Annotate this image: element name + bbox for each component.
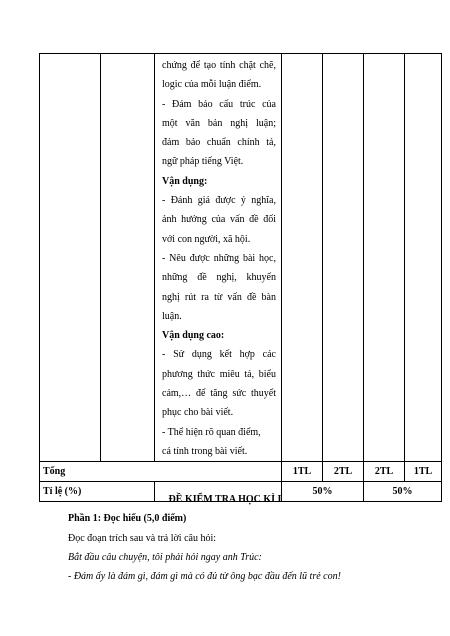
total-value: 1TL bbox=[405, 462, 442, 482]
table-cell-empty bbox=[101, 54, 155, 462]
ratio-label: Tỉ lệ (%) bbox=[40, 482, 155, 502]
instruction-text: Đọc đoạn trích sau và trả lời câu hỏi: bbox=[68, 533, 217, 544]
requirement-line: - Nêu được những bài học, bbox=[162, 252, 276, 264]
requirement-line: luận. bbox=[162, 310, 182, 322]
requirement-line: một văn bản nghị luận; bbox=[162, 117, 276, 129]
requirement-line: chứng để tạo tính chặt chẽ, bbox=[162, 60, 276, 71]
requirement-line: ảnh hưởng của vấn đề đối bbox=[162, 214, 276, 226]
exam-title: ĐỀ KIỂM TRA HỌC KÌ I bbox=[168, 494, 282, 505]
table-cell-empty bbox=[405, 54, 442, 462]
requirement-line: phương thức miêu tả, biểu bbox=[162, 368, 276, 380]
table-row bbox=[40, 54, 442, 462]
total-value: 2TL bbox=[323, 462, 364, 482]
total-value: 2TL bbox=[364, 462, 405, 482]
requirement-line: - Sử dụng kết hợp các bbox=[162, 349, 276, 361]
requirement-line: logic của mỗi luận điểm. bbox=[162, 79, 262, 91]
excerpt-line: Bắt đầu câu chuyện, tôi phải hỏi ngay anh Trúc: bbox=[68, 552, 262, 563]
table-cell-empty bbox=[282, 54, 323, 462]
requirement-line: - Đảm bảo cấu trúc của bbox=[162, 98, 276, 110]
total-row bbox=[40, 462, 442, 482]
requirement-line: - Đánh giá được ý nghĩa, bbox=[162, 195, 276, 207]
requirement-line: nghị rút ra từ vấn đề bàn bbox=[162, 291, 276, 303]
requirement-line: với con người, xã hội. bbox=[162, 233, 251, 245]
table-cell-empty bbox=[364, 54, 405, 462]
section-heading: Vận dụng cao: bbox=[162, 330, 225, 342]
part-heading: Phần 1: Đọc hiểu (5,0 điểm) bbox=[68, 513, 187, 524]
requirement-line: - Thể hiện rõ quan điểm, bbox=[162, 426, 261, 438]
requirement-line: phục cho bài viết. bbox=[162, 407, 234, 419]
ratio-value-left: 50% bbox=[282, 482, 364, 502]
requirement-line: đảm bảo chuẩn chính tả, bbox=[162, 137, 276, 149]
ratio-value-right: 50% bbox=[364, 482, 442, 502]
requirement-line: cảm,… để tăng sức thuyết bbox=[162, 388, 276, 400]
specification-table bbox=[39, 53, 442, 502]
total-value: 1TL bbox=[282, 462, 323, 482]
requirements-cell bbox=[155, 54, 282, 462]
table-cell-empty bbox=[40, 54, 101, 462]
requirement-line: những đề nghị, khuyến bbox=[162, 272, 276, 284]
requirements-text bbox=[162, 56, 276, 461]
requirement-line: cá tính trong bài viết. bbox=[162, 445, 248, 457]
excerpt-line: - Đám ấy là đám gì, đám gì mà có đủ từ ông bạc đầu đến lũ trẻ con! bbox=[68, 571, 341, 582]
table-cell-empty bbox=[323, 54, 364, 462]
section-heading: Vận dụng: bbox=[162, 175, 208, 187]
total-label: Tổng bbox=[40, 462, 282, 482]
requirement-line: ngữ pháp tiếng Việt. bbox=[162, 156, 244, 168]
